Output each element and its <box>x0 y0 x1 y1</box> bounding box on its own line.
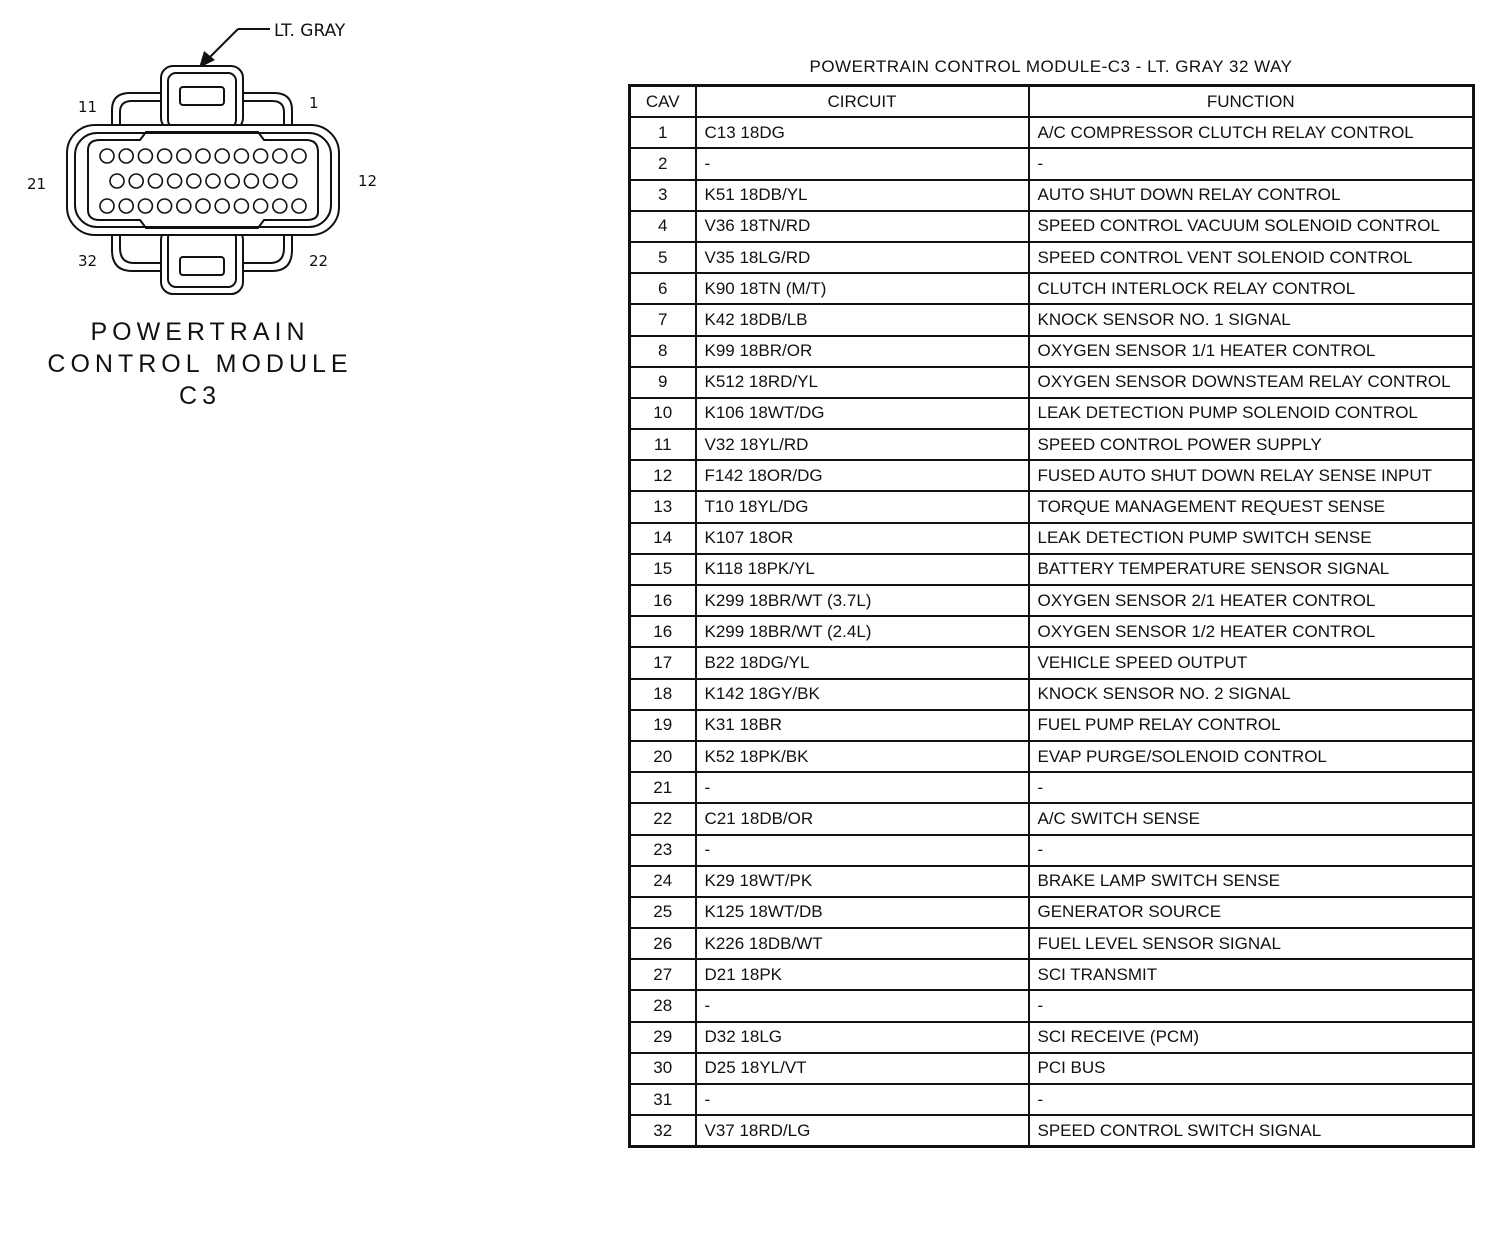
circuit-cell: K52 18PK/BK <box>696 741 1029 772</box>
circuit-cell: D21 18PK <box>696 959 1029 990</box>
connector-bottom-left-wing-inner <box>120 232 160 263</box>
circuit-cell: - <box>696 148 1029 179</box>
function-cell: EVAP PURGE/SOLENOID CONTROL <box>1029 741 1474 772</box>
cav-cell: 28 <box>630 990 696 1021</box>
circuit-cell: K51 18DB/YL <box>696 180 1029 211</box>
table-row <box>630 585 1474 616</box>
table-row <box>630 1084 1474 1115</box>
table-row <box>630 1053 1474 1084</box>
table-row <box>630 928 1474 959</box>
header-cav: CAV <box>630 86 696 118</box>
table-row <box>630 180 1474 211</box>
function-cell: SPEED CONTROL VACUUM SOLENOID CONTROL <box>1029 211 1474 242</box>
table-row <box>630 710 1474 741</box>
function-cell: OXYGEN SENSOR 1/2 HEATER CONTROL <box>1029 616 1474 647</box>
table-row <box>630 616 1474 647</box>
table-row <box>630 242 1474 273</box>
pin-label-21: 21 <box>27 175 47 193</box>
cav-cell: 26 <box>630 928 696 959</box>
function-cell: FUEL LEVEL SENSOR SIGNAL <box>1029 928 1474 959</box>
circuit-cell: D25 18YL/VT <box>696 1053 1029 1084</box>
connector-body <box>67 125 339 235</box>
table-row <box>630 117 1474 148</box>
table-row <box>630 959 1474 990</box>
circuit-cell: K142 18GY/BK <box>696 679 1029 710</box>
function-cell: OXYGEN SENSOR 1/1 HEATER CONTROL <box>1029 336 1474 367</box>
circuit-cell: K99 18BR/OR <box>696 336 1029 367</box>
circuit-cell: F142 18OR/DG <box>696 460 1029 491</box>
circuit-cell: - <box>696 990 1029 1021</box>
pin-label-22: 22 <box>309 252 329 270</box>
pinout-table <box>628 84 1475 1148</box>
cav-cell: 15 <box>630 554 696 585</box>
table-row <box>630 148 1474 179</box>
function-cell: - <box>1029 1084 1474 1115</box>
circuit-cell: K512 18RD/YL <box>696 367 1029 398</box>
table-row <box>630 304 1474 335</box>
cav-cell: 32 <box>630 1115 696 1147</box>
table-row <box>630 429 1474 460</box>
table-row <box>630 273 1474 304</box>
function-cell: SCI RECEIVE (PCM) <box>1029 1022 1474 1053</box>
table-row <box>630 835 1474 866</box>
module-name-line1: POWERTRAIN <box>90 318 310 346</box>
cav-cell: 23 <box>630 835 696 866</box>
table-row <box>630 990 1474 1021</box>
pin-label-1: 1 <box>309 94 319 112</box>
function-cell: - <box>1029 148 1474 179</box>
connector-color-label: LT. GRAY <box>274 21 346 41</box>
function-cell: - <box>1029 835 1474 866</box>
table-row <box>630 491 1474 522</box>
table-row <box>630 1115 1474 1147</box>
function-cell: FUEL PUMP RELAY CONTROL <box>1029 710 1474 741</box>
cav-cell: 13 <box>630 491 696 522</box>
cav-cell: 20 <box>630 741 696 772</box>
pin-label-32: 32 <box>78 252 98 270</box>
module-name-line2: CONTROL MODULE <box>47 350 353 378</box>
table-row <box>630 523 1474 554</box>
table-row <box>630 741 1474 772</box>
function-cell: LEAK DETECTION PUMP SWITCH SENSE <box>1029 523 1474 554</box>
function-cell: FUSED AUTO SHUT DOWN RELAY SENSE INPUT <box>1029 460 1474 491</box>
function-cell: CLUTCH INTERLOCK RELAY CONTROL <box>1029 273 1474 304</box>
table-row <box>630 367 1474 398</box>
circuit-cell: K106 18WT/DG <box>696 398 1029 429</box>
function-cell: KNOCK SENSOR NO. 1 SIGNAL <box>1029 304 1474 335</box>
table-row <box>630 679 1474 710</box>
header-function: FUNCTION <box>1029 86 1474 118</box>
circuit-cell: K107 18OR <box>696 523 1029 554</box>
circuit-cell: K226 18DB/WT <box>696 928 1029 959</box>
cav-cell: 19 <box>630 710 696 741</box>
function-cell: - <box>1029 990 1474 1021</box>
table-row <box>630 647 1474 678</box>
circuit-cell: V37 18RD/LG <box>696 1115 1029 1147</box>
table-row <box>630 1022 1474 1053</box>
pin-label-11: 11 <box>78 98 98 116</box>
cav-cell: 31 <box>630 1084 696 1115</box>
cav-cell: 21 <box>630 772 696 803</box>
cav-cell: 12 <box>630 460 696 491</box>
header-circuit: CIRCUIT <box>696 86 1029 118</box>
cav-cell: 16 <box>630 616 696 647</box>
circuit-cell: V36 18TN/RD <box>696 211 1029 242</box>
cav-cell: 24 <box>630 866 696 897</box>
connector-diagram <box>0 0 420 310</box>
cav-cell: 3 <box>630 180 696 211</box>
function-cell: SPEED CONTROL VENT SOLENOID CONTROL <box>1029 242 1474 273</box>
cav-cell: 16 <box>630 585 696 616</box>
cav-cell: 10 <box>630 398 696 429</box>
circuit-cell: - <box>696 772 1029 803</box>
circuit-cell: K299 18BR/WT (2.4L) <box>696 616 1029 647</box>
function-cell: OXYGEN SENSOR 2/1 HEATER CONTROL <box>1029 585 1474 616</box>
function-cell: TORQUE MANAGEMENT REQUEST SENSE <box>1029 491 1474 522</box>
circuit-cell: - <box>696 835 1029 866</box>
circuit-cell: C13 18DG <box>696 117 1029 148</box>
circuit-cell: C21 18DB/OR <box>696 803 1029 834</box>
pin-label-12: 12 <box>358 172 378 190</box>
circuit-cell: - <box>696 1084 1029 1115</box>
function-cell: LEAK DETECTION PUMP SOLENOID CONTROL <box>1029 398 1474 429</box>
cav-cell: 5 <box>630 242 696 273</box>
connector-top-latch <box>161 66 243 130</box>
cav-cell: 9 <box>630 367 696 398</box>
cav-cell: 22 <box>630 803 696 834</box>
circuit-cell: K31 18BR <box>696 710 1029 741</box>
circuit-cell: B22 18DG/YL <box>696 647 1029 678</box>
connector-bottom-right-wing-inner <box>244 232 284 263</box>
circuit-cell: K118 18PK/YL <box>696 554 1029 585</box>
circuit-cell: D32 18LG <box>696 1022 1029 1053</box>
table-row <box>630 897 1474 928</box>
circuit-cell: K299 18BR/WT (3.7L) <box>696 585 1029 616</box>
function-cell: OXYGEN SENSOR DOWNSTEAM RELAY CONTROL <box>1029 367 1474 398</box>
function-cell: PCI BUS <box>1029 1053 1474 1084</box>
module-name-line3: C3 <box>179 382 221 410</box>
connector-right-wing-inner <box>244 101 284 125</box>
table-row <box>630 803 1474 834</box>
cav-cell: 14 <box>630 523 696 554</box>
circuit-cell: K42 18DB/LB <box>696 304 1029 335</box>
table-row <box>630 554 1474 585</box>
cav-cell: 30 <box>630 1053 696 1084</box>
function-cell: KNOCK SENSOR NO. 2 SIGNAL <box>1029 679 1474 710</box>
cav-cell: 6 <box>630 273 696 304</box>
circuit-cell: K125 18WT/DB <box>696 897 1029 928</box>
circuit-cell: K29 18WT/PK <box>696 866 1029 897</box>
function-cell: - <box>1029 772 1474 803</box>
cav-cell: 25 <box>630 897 696 928</box>
table-header-row <box>630 86 1474 118</box>
cav-cell: 18 <box>630 679 696 710</box>
circuit-cell: K90 18TN (M/T) <box>696 273 1029 304</box>
function-cell: VEHICLE SPEED OUTPUT <box>1029 647 1474 678</box>
cav-cell: 17 <box>630 647 696 678</box>
table-title: POWERTRAIN CONTROL MODULE-C3 - LT. GRAY 32 WAY <box>809 57 1293 76</box>
cav-cell: 11 <box>630 429 696 460</box>
circuit-cell: V35 18LG/RD <box>696 242 1029 273</box>
cav-cell: 27 <box>630 959 696 990</box>
table-body <box>630 117 1474 1147</box>
table-row <box>630 772 1474 803</box>
function-cell: BATTERY TEMPERATURE SENSOR SIGNAL <box>1029 554 1474 585</box>
circuit-cell: T10 18YL/DG <box>696 491 1029 522</box>
cav-cell: 2 <box>630 148 696 179</box>
function-cell: SPEED CONTROL POWER SUPPLY <box>1029 429 1474 460</box>
function-cell: BRAKE LAMP SWITCH SENSE <box>1029 866 1474 897</box>
table-row <box>630 336 1474 367</box>
cav-cell: 4 <box>630 211 696 242</box>
function-cell: SCI TRANSMIT <box>1029 959 1474 990</box>
circuit-cell: V32 18YL/RD <box>696 429 1029 460</box>
cav-cell: 7 <box>630 304 696 335</box>
function-cell: AUTO SHUT DOWN RELAY CONTROL <box>1029 180 1474 211</box>
cav-cell: 29 <box>630 1022 696 1053</box>
connector-bottom-latch <box>161 228 243 294</box>
function-cell: A/C COMPRESSOR CLUTCH RELAY CONTROL <box>1029 117 1474 148</box>
cav-cell: 8 <box>630 336 696 367</box>
table-row <box>630 866 1474 897</box>
connector-left-wing-inner <box>120 101 160 125</box>
function-cell: GENERATOR SOURCE <box>1029 897 1474 928</box>
function-cell: SPEED CONTROL SWITCH SIGNAL <box>1029 1115 1474 1147</box>
function-cell: A/C SWITCH SENSE <box>1029 803 1474 834</box>
table-row <box>630 398 1474 429</box>
cav-cell: 1 <box>630 117 696 148</box>
table-row <box>630 211 1474 242</box>
table-row <box>630 460 1474 491</box>
